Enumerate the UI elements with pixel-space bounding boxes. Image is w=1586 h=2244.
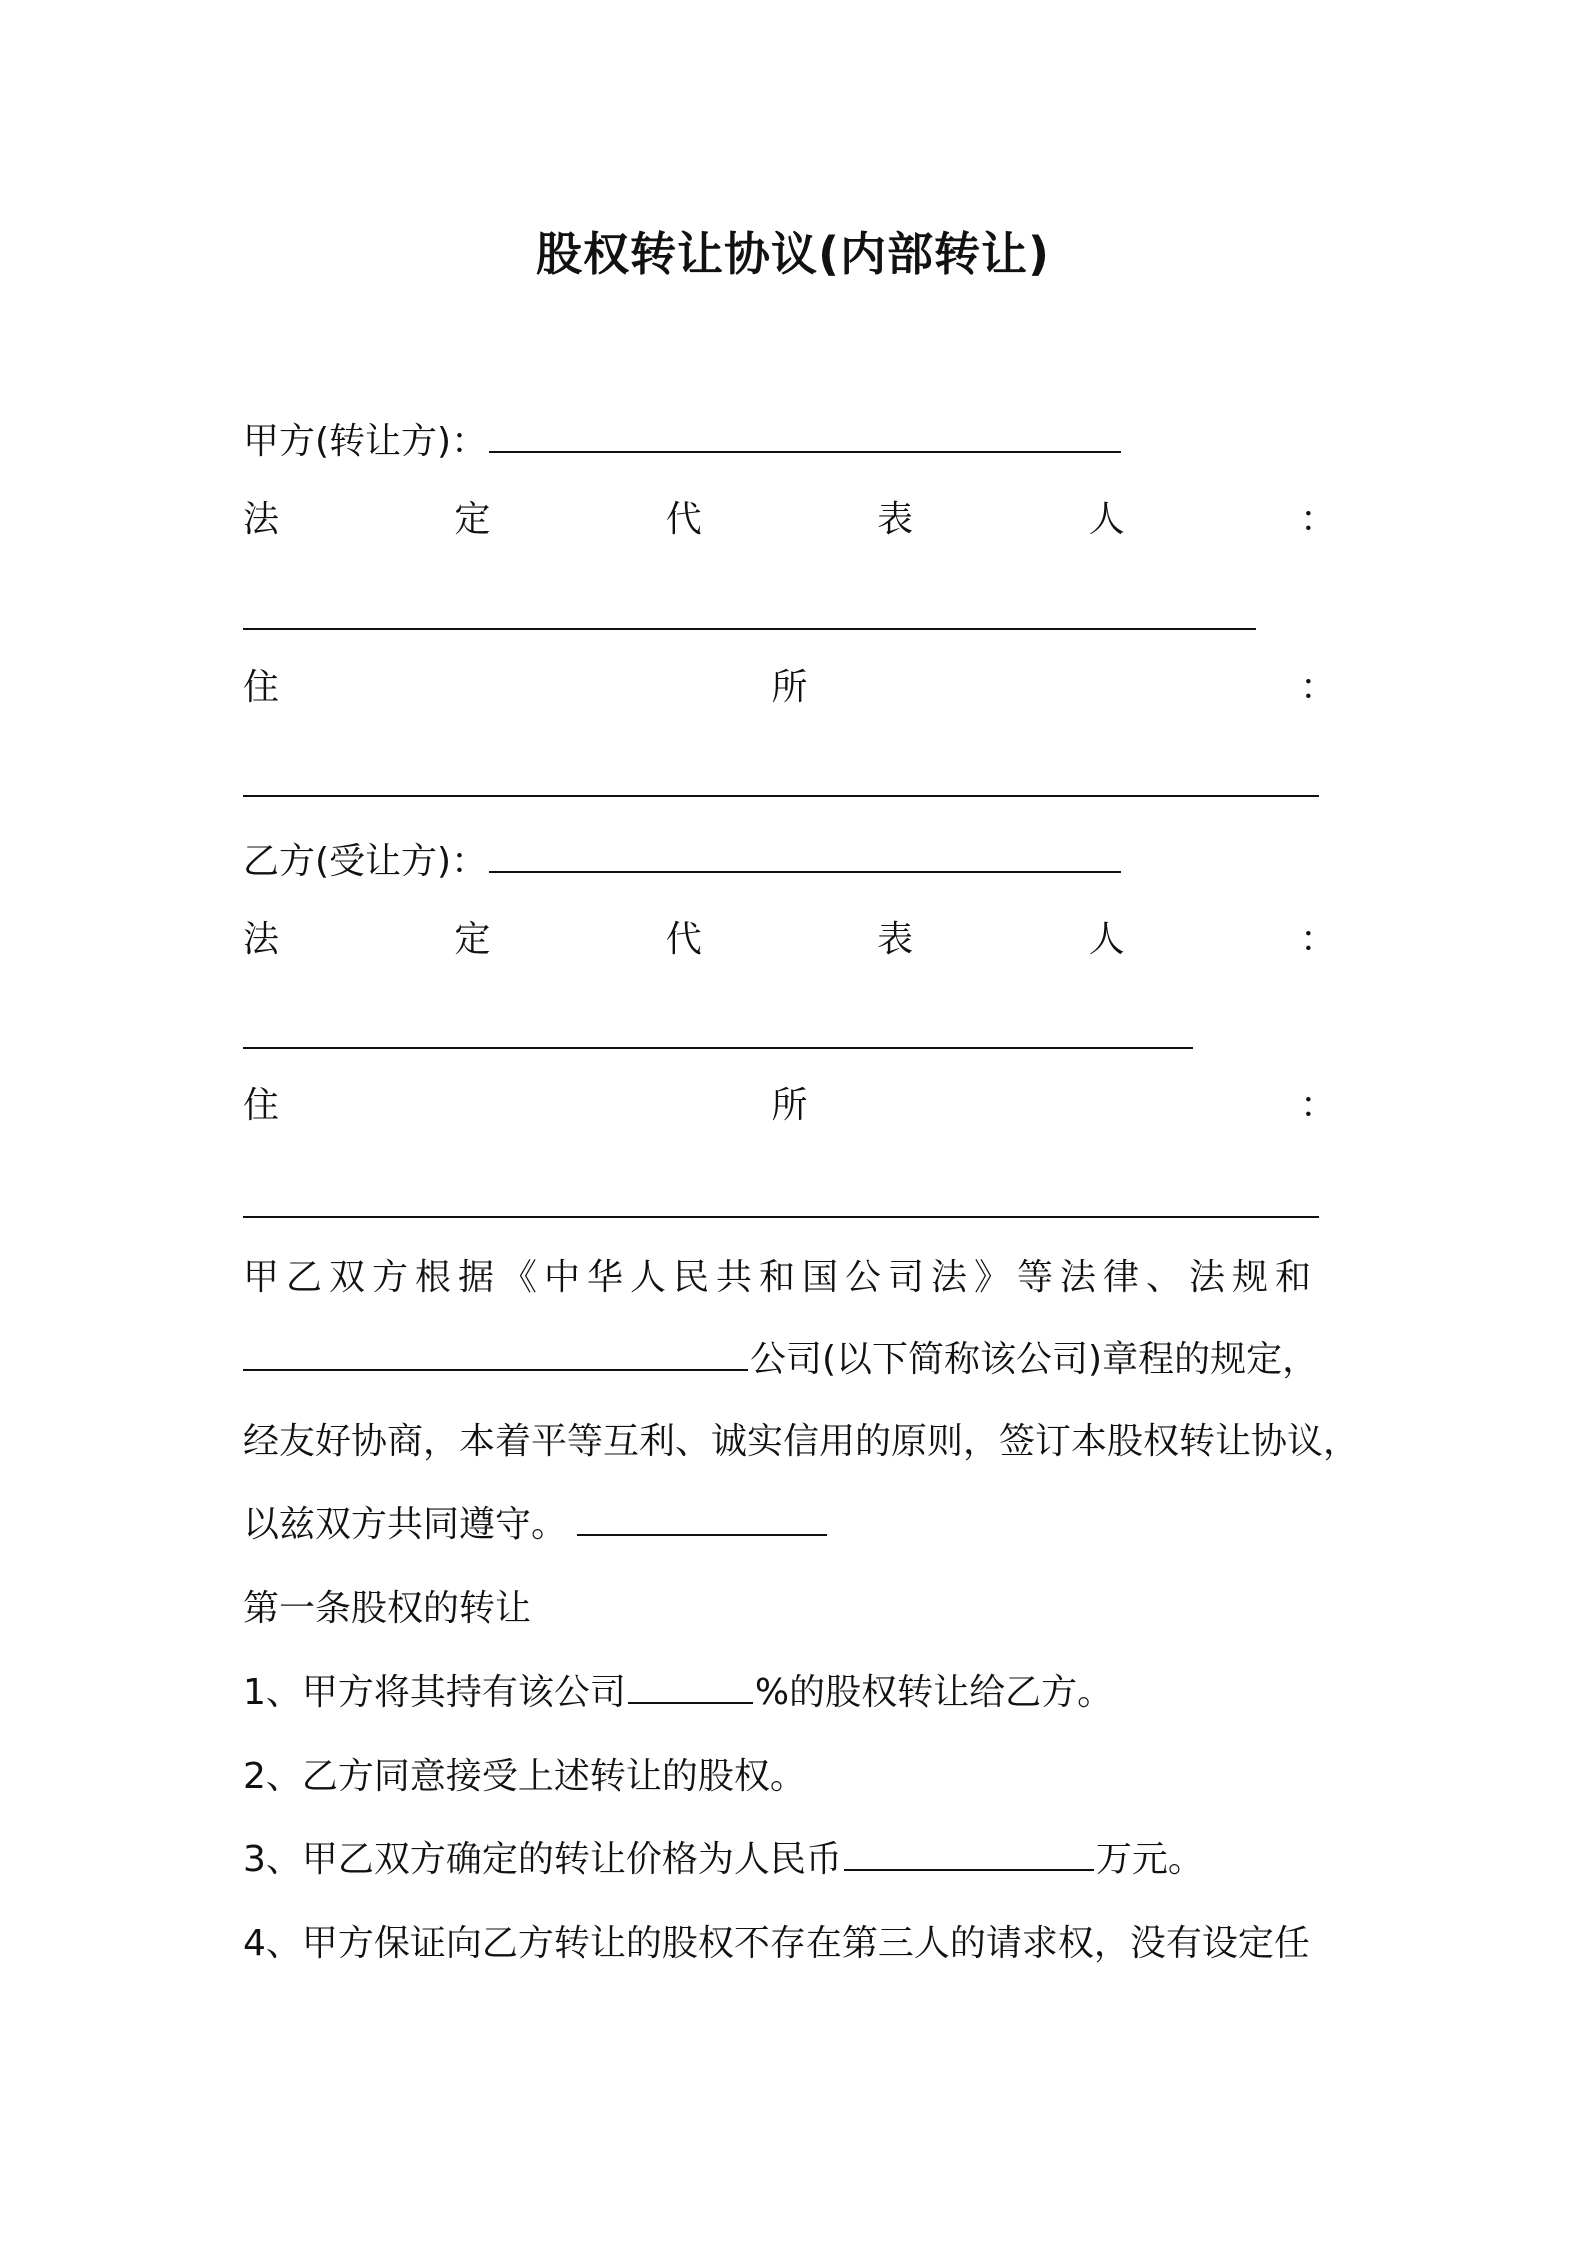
intro-line-3: 经友好协商，本着平等互利、诚实信用的原则，签订本股权转让协议， xyxy=(243,1421,1360,1462)
intro-line-2-text: 公司(以下简称该公司)章程的规定， xyxy=(750,1339,1319,1380)
party-b-line xyxy=(243,840,1123,884)
intro-line-1: 甲乙双方根据《中华人民共和国公司法》等法律、法规和 xyxy=(243,1257,1319,1298)
party-a-rep-blank[interactable] xyxy=(243,628,1256,630)
article-1-heading: 第一条股权的转让 xyxy=(243,1588,532,1629)
document-title: 股权转让协议(内部转让) xyxy=(535,227,1051,281)
party-a-address-blank[interactable] xyxy=(243,795,1319,797)
party-b-blank[interactable] xyxy=(489,841,1121,873)
party-a-address-label: 住 所 ： xyxy=(243,667,1336,708)
party-a-blank[interactable] xyxy=(489,421,1121,453)
party-b-label: 乙方(受让方)： xyxy=(243,841,488,882)
party-a-label: 甲方(转让方)： xyxy=(243,421,488,462)
price-blank[interactable] xyxy=(844,1839,1094,1871)
article-1-item-1: 1、甲方将其持有该公司 %的股权转让给乙方。 xyxy=(243,1672,1114,1713)
intro-trailing-blank[interactable] xyxy=(577,1504,827,1536)
party-a-rep-label: 法 定 代 表 人 ： xyxy=(243,499,1336,540)
party-b-address-label: 住 所 ： xyxy=(243,1085,1336,1126)
party-b-rep-label: 法 定 代 表 人 ： xyxy=(243,919,1336,960)
party-a-line xyxy=(243,420,1123,464)
company-name-blank[interactable] xyxy=(243,1339,748,1371)
article-1-item-2: 2、乙方同意接受上述转让的股权。 xyxy=(243,1756,806,1797)
intro-line-4 xyxy=(243,1503,829,1547)
article-1-item-4: 4、甲方保证向乙方转让的股权不存在第三人的请求权，没有设定任 xyxy=(243,1923,1310,1964)
party-b-rep-blank[interactable] xyxy=(243,1047,1193,1049)
intro-line-2 xyxy=(243,1338,1318,1382)
share-percent-blank[interactable] xyxy=(628,1672,753,1704)
article-1-item-3: 3、甲乙双方确定的转让价格为人民币 万元。 xyxy=(243,1839,1204,1880)
intro-line-4-text: 以兹双方共同遵守。 xyxy=(243,1504,568,1545)
party-b-address-blank[interactable] xyxy=(243,1216,1319,1218)
